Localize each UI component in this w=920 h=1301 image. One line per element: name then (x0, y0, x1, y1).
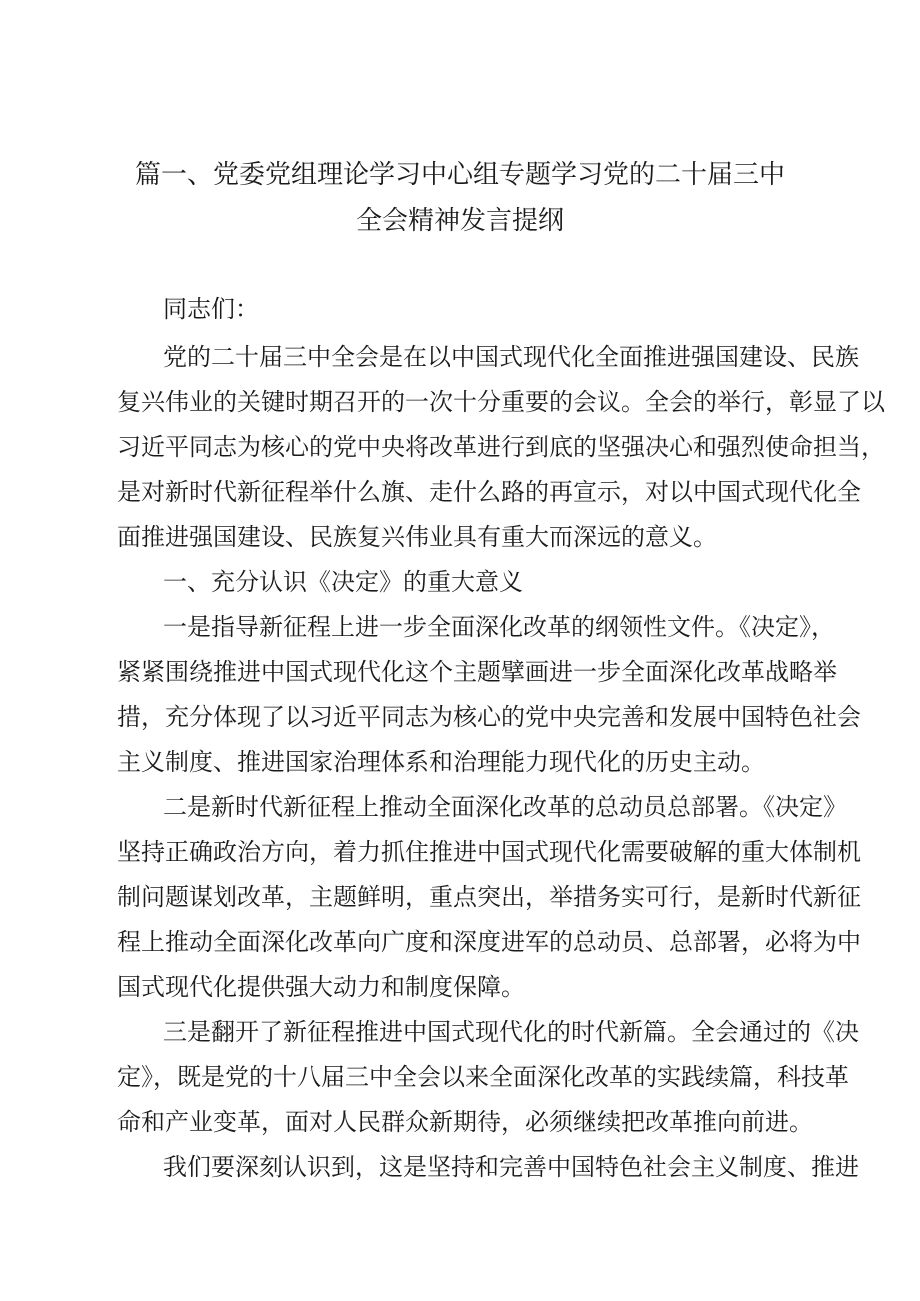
document-title-line-1: 篇一、党委党组理论学习中心组专题学习党的二十届三中 (134, 160, 785, 190)
paragraph-line: 紧紧围绕推进中国式现代化这个主题擘画进一步全面深化改革战略举 (117, 658, 837, 686)
paragraph-line: 复兴伟业的关键时期召开的一次十分重要的会议。全会的举行，彰显了以 (117, 388, 885, 416)
paragraph-line: 措，充分体现了以习近平同志为核心的党中央完善和发展中国特色社会 (117, 703, 861, 731)
document-title-line-2: 全会精神发言提纲 (355, 206, 564, 236)
paragraph-line: 国式现代化提供强大动力和制度保障。 (117, 973, 525, 1001)
paragraph-line: 面推进强国建设、民族复兴伟业具有重大而深远的意义。 (117, 523, 717, 551)
paragraph-line: 党的二十届三中全会是在以中国式现代化全面推进强国建设、民族 (163, 343, 859, 371)
paragraph-line: 三是翻开了新征程推进中国式现代化的时代新篇。全会通过的《决 (163, 1018, 859, 1046)
paragraph-line: 主义制度、推进国家治理体系和治理能力现代化的历史主动。 (117, 748, 765, 776)
paragraph-line: 二是新时代新征程上推动全面深化改革的总动员总部署。《决定》 (163, 793, 847, 821)
paragraph-line: 我们要深刻认识到，这是坚持和完善中国特色社会主义制度、推进 (163, 1153, 859, 1181)
paragraph-line: 制问题谋划改革，主题鲜明，重点突出，举措务实可行，是新时代新征 (117, 883, 861, 911)
section-heading: 一、充分认识《决定》的重大意义 (163, 568, 523, 596)
salutation: 同志们： (163, 295, 259, 323)
paragraph-line: 是对新时代新征程举什么旗、走什么路的再宣示，对以中国式现代化全 (117, 478, 861, 506)
paragraph-line: 命和产业变革，面对人民群众新期待，必须继续把改革推向前进。 (117, 1108, 813, 1136)
paragraph-line: 习近平同志为核心的党中央将改革进行到底的坚强决心和强烈使命担当， (117, 433, 885, 461)
paragraph-line: 定》，既是党的十八届三中全会以来全面深化改革的实践续篇，科技革 (117, 1063, 849, 1091)
paragraph-line: 程上推动全面深化改革向广度和深度进军的总动员、总部署，必将为中 (117, 928, 861, 956)
paragraph-line: 坚持正确政治方向，着力抓住推进中国式现代化需要破解的重大体制机 (117, 838, 861, 866)
paragraph-line: 一是指导新征程上进一步全面深化改革的纲领性文件。《决定》， (163, 613, 835, 641)
